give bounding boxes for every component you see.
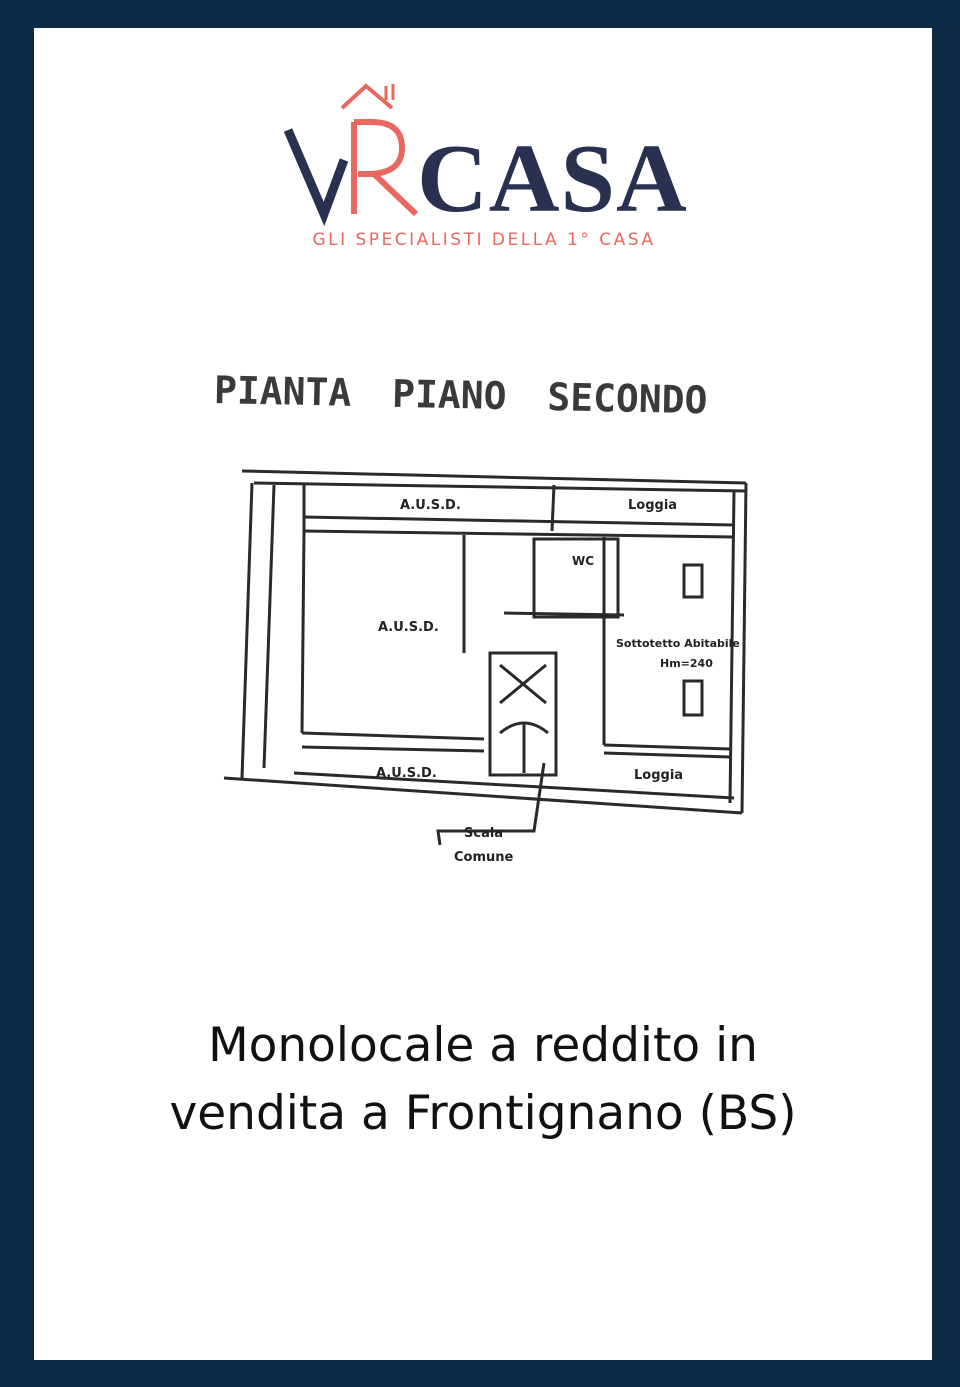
plan-title: PIANTA PIANO SECONDO — [213, 368, 708, 423]
label-height: Hm=240 — [660, 657, 713, 670]
label-scala: Scala — [464, 826, 504, 841]
label-ausd-top: A.U.S.D. — [400, 498, 461, 513]
document-page — [34, 28, 932, 1360]
brand-tagline: GLI SPECIALISTI DELLA 1° CASA — [312, 230, 656, 250]
label-sottotetto: Sottotetto Abitabile — [616, 637, 740, 650]
vr-casa-logo — [284, 78, 688, 258]
label-ausd-left: A.U.S.D. — [378, 620, 439, 635]
label-ausd-bottom: A.U.S.D. — [376, 766, 437, 781]
brand-name: CASA — [417, 125, 688, 233]
label-loggia-top: Loggia — [628, 498, 678, 513]
label-wc: WC — [572, 554, 595, 568]
listing-caption — [34, 1012, 932, 1148]
caption-line-1: Monolocale a reddito in — [208, 1018, 758, 1073]
label-comune: Comune — [454, 850, 514, 865]
label-loggia-bottom: Loggia — [634, 768, 684, 783]
caption-line-2: vendita a Frontignano (BS) — [169, 1086, 797, 1141]
floor-plan — [194, 433, 794, 873]
